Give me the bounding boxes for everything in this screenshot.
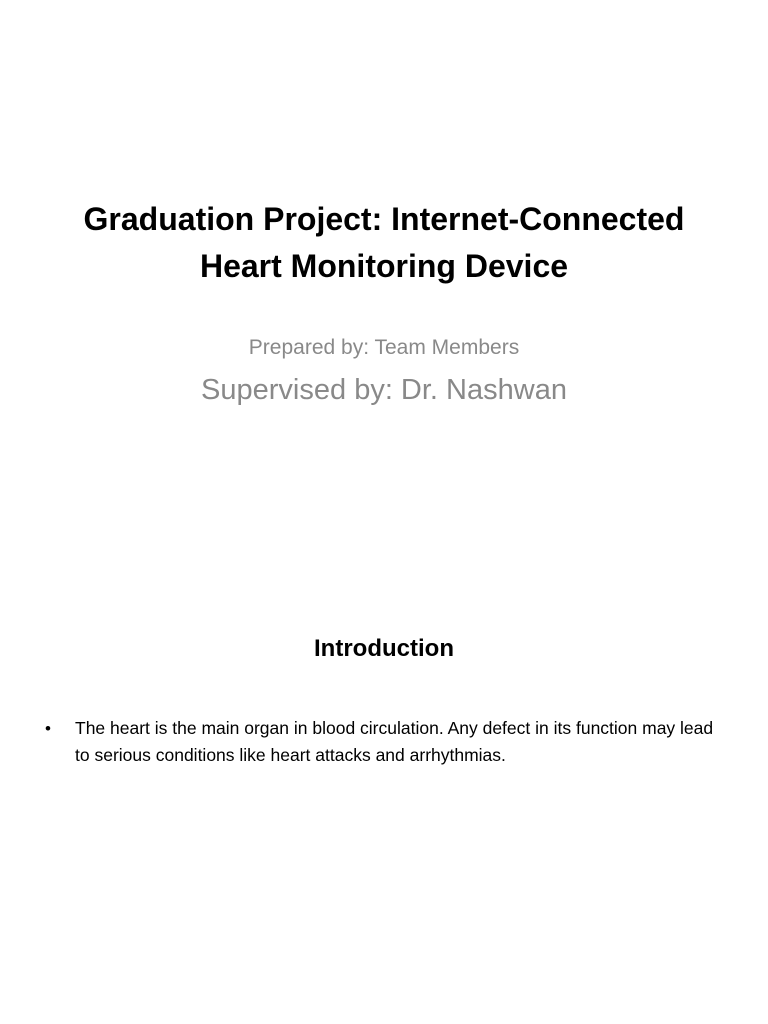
slide-title: Graduation Project: Internet-Connected Heart Monitoring Device [83,201,685,284]
introduction-heading: Introduction [314,635,454,662]
prepared-by-text: Prepared by: Team Members [248,336,520,359]
supervised-by-text: Supervised by: Dr. Nashwan [201,374,567,406]
bullet-item [42,715,728,769]
bullet-icon: • [45,719,51,738]
bullet-list [42,715,728,769]
introduction-slide [0,576,768,1024]
bullet-text: The heart is the main organ in blood circulation. Any defect in its function may lead to serious conditions like heart attacks and arrhythmias. [75,718,714,765]
